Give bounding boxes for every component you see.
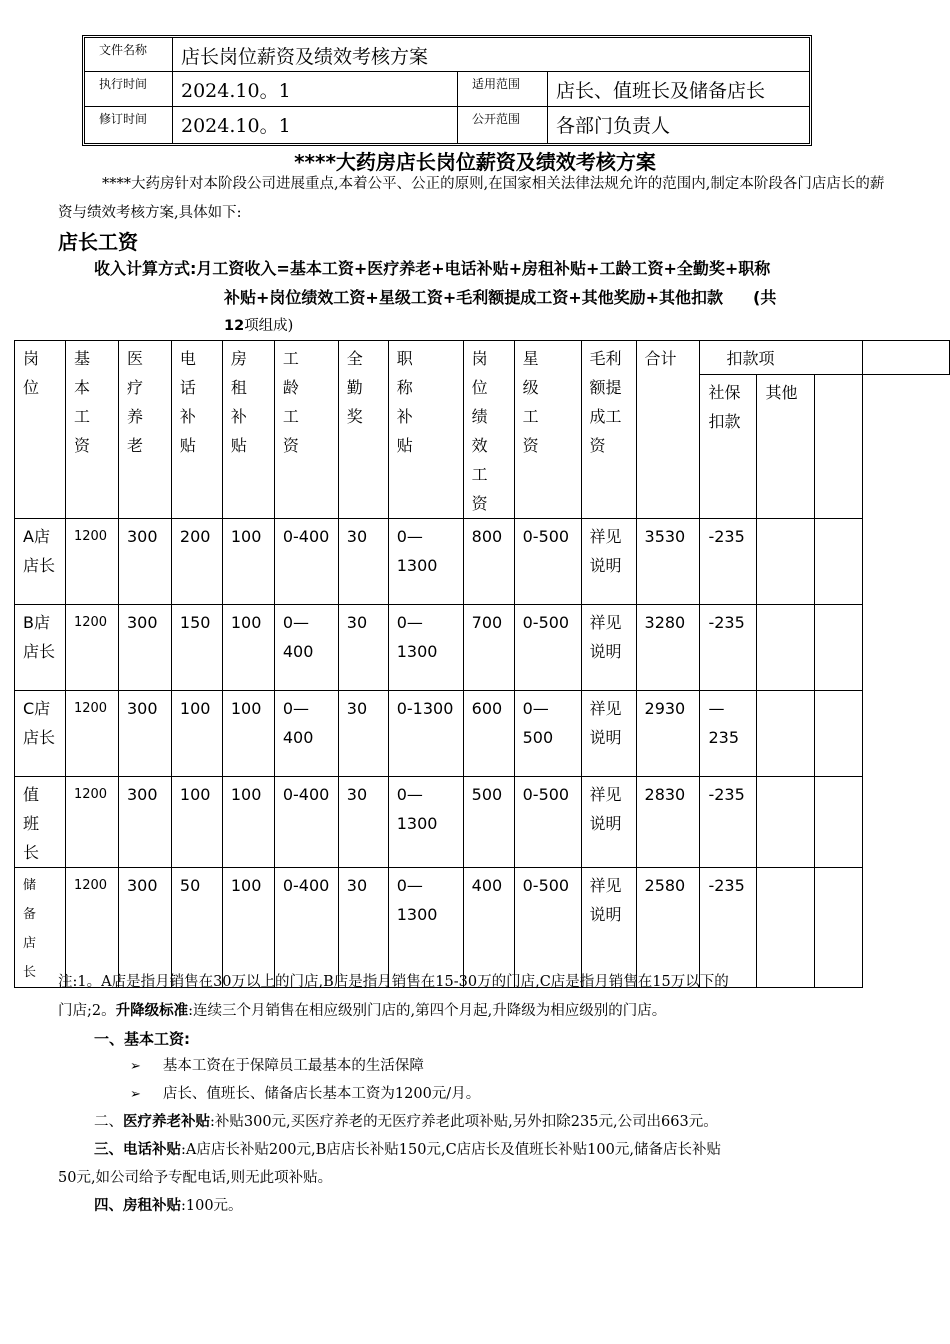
section-1-title: 一、基本工资: [94, 1030, 190, 1048]
cell-star: 0-500 [514, 868, 581, 988]
cell-profit: 祥见说明 [581, 519, 636, 605]
formula-count-open: (共 [753, 288, 777, 307]
cell-other [757, 519, 815, 605]
note-line-1: 注:1。A店是指月销售在30万以上的门店,B店是指月销售在15-30万的门店,C店是指月销售在15万以下的 [58, 974, 729, 990]
cell-seniority: 0-400 [274, 868, 338, 988]
header-attendance: 全勤奖 [338, 341, 388, 519]
section-3-continued: 50元,如公司给予专配电话,则无此项补贴。 [58, 1170, 333, 1186]
formula-line-1 [94, 254, 770, 283]
cell-performance: 600 [463, 691, 514, 777]
section-heading: 店长工资 [58, 230, 138, 254]
header-performance: 岗位绩效工资 [463, 341, 514, 519]
cell-title-allowance: 0—1300 [388, 519, 463, 605]
cell-phone: 100 [171, 777, 222, 868]
header-blank [815, 374, 863, 518]
cell-performance: 700 [463, 605, 514, 691]
section-3-text: :A店店长补贴200元,B店店长补贴150元,C店店长及值班长补贴100元,储备店长补贴 [181, 1142, 721, 1158]
cell-total: 2580 [636, 868, 700, 988]
table-header-row [15, 341, 950, 375]
cell-phone: 100 [171, 691, 222, 777]
arrow-bullet-icon: ➢ [130, 1059, 141, 1074]
cell-performance: 500 [463, 777, 514, 868]
header-seniority: 工龄工资 [274, 341, 338, 519]
cell-post: 储备店长 [15, 868, 66, 988]
note-2b: 升降级标准 [115, 1003, 189, 1019]
cell-post: B店店长 [15, 605, 66, 691]
header-title-allowance: 职称补贴 [388, 341, 463, 519]
cell-social: -235 [700, 605, 757, 691]
doc-name-label: 文件名称 [85, 38, 173, 71]
cell-title-allowance: 0—1300 [388, 605, 463, 691]
cell-social: -235 [700, 519, 757, 605]
salary-table [14, 340, 950, 988]
section-2-number: 二、 [94, 1114, 123, 1130]
page-title: ****大药房店长岗位薪资及绩效考核方案 [294, 150, 656, 174]
cell-attendance: 30 [338, 519, 388, 605]
cell-star: 0-500 [514, 777, 581, 868]
cell-profit: 祥见说明 [581, 868, 636, 988]
revise-time-value: 2024.10。1 [173, 107, 458, 143]
cell-title-allowance: 0-1300 [388, 691, 463, 777]
cell-post: C店店长 [15, 691, 66, 777]
cell-medical: 300 [118, 868, 171, 988]
cell-social: -235 [700, 777, 757, 868]
section-4 [94, 1192, 243, 1221]
bullet-2 [130, 1080, 480, 1109]
cell-seniority: 0-400 [274, 777, 338, 868]
cell-rent: 100 [222, 605, 274, 691]
cell-total: 2830 [636, 777, 700, 868]
cell-performance: 400 [463, 868, 514, 988]
formula-label: 收入计算方式: [94, 259, 197, 278]
cell-rent: 100 [222, 777, 274, 868]
doc-name-value: 店长岗位薪资及绩效考核方案 [181, 46, 429, 68]
table-row [15, 691, 950, 777]
cell-rent: 100 [222, 691, 274, 777]
cell-total: 2930 [636, 691, 700, 777]
cell-attendance: 30 [338, 691, 388, 777]
note-2c: :连续三个月销售在相应级别门店的,第四个月起,升降级为相应级别的门店。 [188, 1003, 667, 1019]
cell-rent: 100 [222, 519, 274, 605]
public-label: 公开范围 [458, 107, 548, 143]
formula-text-2: 补贴+岗位绩效工资+星级工资+毛利额提成工资+其他奖励+其他扣款 [224, 288, 724, 307]
table-row [15, 605, 950, 691]
cell-other [757, 777, 815, 868]
header-phone: 电话补贴 [171, 341, 222, 519]
section-2-title: 医疗养老补贴 [123, 1114, 210, 1130]
scope-value: 店长、值班长及储备店长 [556, 80, 766, 102]
header-social-insurance: 社保扣款 [700, 374, 757, 518]
revise-time-label: 修订时间 [85, 107, 173, 143]
public-value: 各部门负责人 [556, 115, 671, 137]
formula-line-3 [224, 312, 293, 341]
cell-social: -235 [700, 868, 757, 988]
document-header-table [82, 35, 812, 146]
cell-blank [815, 777, 863, 868]
cell-post: A店店长 [15, 519, 66, 605]
cell-base: 1200 [65, 605, 118, 691]
cell-title-allowance: 0—1300 [388, 777, 463, 868]
table-row [15, 519, 950, 605]
cell-blank [815, 691, 863, 777]
cell-base: 1200 [65, 519, 118, 605]
cell-star: 0—500 [514, 691, 581, 777]
bullet-2-text: 店长、值班长、储备店长基本工资为1200元/月。 [162, 1086, 481, 1102]
formula-count-number: 12 [224, 318, 245, 334]
header-post: 岗位 [15, 341, 66, 519]
cell-phone: 150 [171, 605, 222, 691]
cell-phone: 200 [171, 519, 222, 605]
cell-seniority: 0—400 [274, 605, 338, 691]
cell-star: 0-500 [514, 519, 581, 605]
note-2a: 门店;2。 [58, 1003, 116, 1019]
cell-medical: 300 [118, 605, 171, 691]
cell-blank [815, 519, 863, 605]
section-3-title: 三、电话补贴 [94, 1142, 181, 1158]
cell-profit: 祥见说明 [581, 605, 636, 691]
section-4-text: :100元。 [181, 1198, 243, 1214]
cell-profit: 祥见说明 [581, 777, 636, 868]
bullet-1 [130, 1052, 424, 1081]
header-base: 基本工资 [65, 341, 118, 519]
cell-rent: 100 [222, 868, 274, 988]
cell-social: —235 [700, 691, 757, 777]
arrow-bullet-icon: ➢ [130, 1087, 141, 1102]
header-empty [863, 341, 950, 375]
cell-medical: 300 [118, 519, 171, 605]
header-star: 星级工资 [514, 341, 581, 519]
header-total: 合计 [636, 341, 700, 519]
cell-attendance: 30 [338, 605, 388, 691]
exec-time-value: 2024.10。1 [173, 72, 458, 106]
cell-other [757, 691, 815, 777]
cell-seniority: 0-400 [274, 519, 338, 605]
cell-phone: 50 [171, 868, 222, 988]
cell-other [757, 605, 815, 691]
header-profit: 毛利额提成工资 [581, 341, 636, 519]
note-line-2 [58, 997, 898, 1026]
cell-base: 1200 [65, 777, 118, 868]
cell-star: 0-500 [514, 605, 581, 691]
cell-post: 值班长 [15, 777, 66, 868]
cell-attendance: 30 [338, 777, 388, 868]
cell-performance: 800 [463, 519, 514, 605]
section-3 [94, 1136, 721, 1165]
header-rent: 房租补贴 [222, 341, 274, 519]
scope-label: 适用范围 [458, 72, 548, 106]
cell-total: 3280 [636, 605, 700, 691]
cell-base: 1200 [65, 691, 118, 777]
header-deductions: 扣款项 [700, 341, 863, 375]
cell-title-allowance: 0—1300 [388, 868, 463, 988]
cell-medical: 300 [118, 777, 171, 868]
section-2 [94, 1108, 718, 1137]
formula-line-2 [224, 283, 776, 312]
cell-medical: 300 [118, 691, 171, 777]
cell-profit: 祥见说明 [581, 691, 636, 777]
bullet-1-text: 基本工资在于保障员工最基本的生活保障 [162, 1058, 424, 1074]
cell-seniority: 0—400 [274, 691, 338, 777]
header-other: 其他 [757, 374, 815, 518]
cell-attendance: 30 [338, 868, 388, 988]
cell-blank [815, 605, 863, 691]
cell-total: 3530 [636, 519, 700, 605]
intro-paragraph: ****大药房针对本阶段公司进展重点,本着公平、公正的原则,在国家相关法律法规允许的范围内,制定本阶段各门店店长的薪资与绩效考核方案,具体如下: [58, 176, 885, 221]
section-4-title: 四、房租补贴 [94, 1198, 181, 1214]
formula-count-close: 项组成) [244, 318, 294, 334]
table-row [15, 777, 950, 868]
exec-time-label: 执行时间 [85, 72, 173, 106]
formula-text-1: 月工资收入=基本工资+医疗养老+电话补贴+房租补贴+工龄工资+全勤奖+职称 [196, 259, 771, 278]
cell-base: 1200 [65, 868, 118, 988]
header-medical: 医疗养老 [118, 341, 171, 519]
section-2-text: :补贴300元,买医疗养老的无医疗养老此项补贴,另外扣除235元,公司出663元。 [210, 1114, 718, 1130]
